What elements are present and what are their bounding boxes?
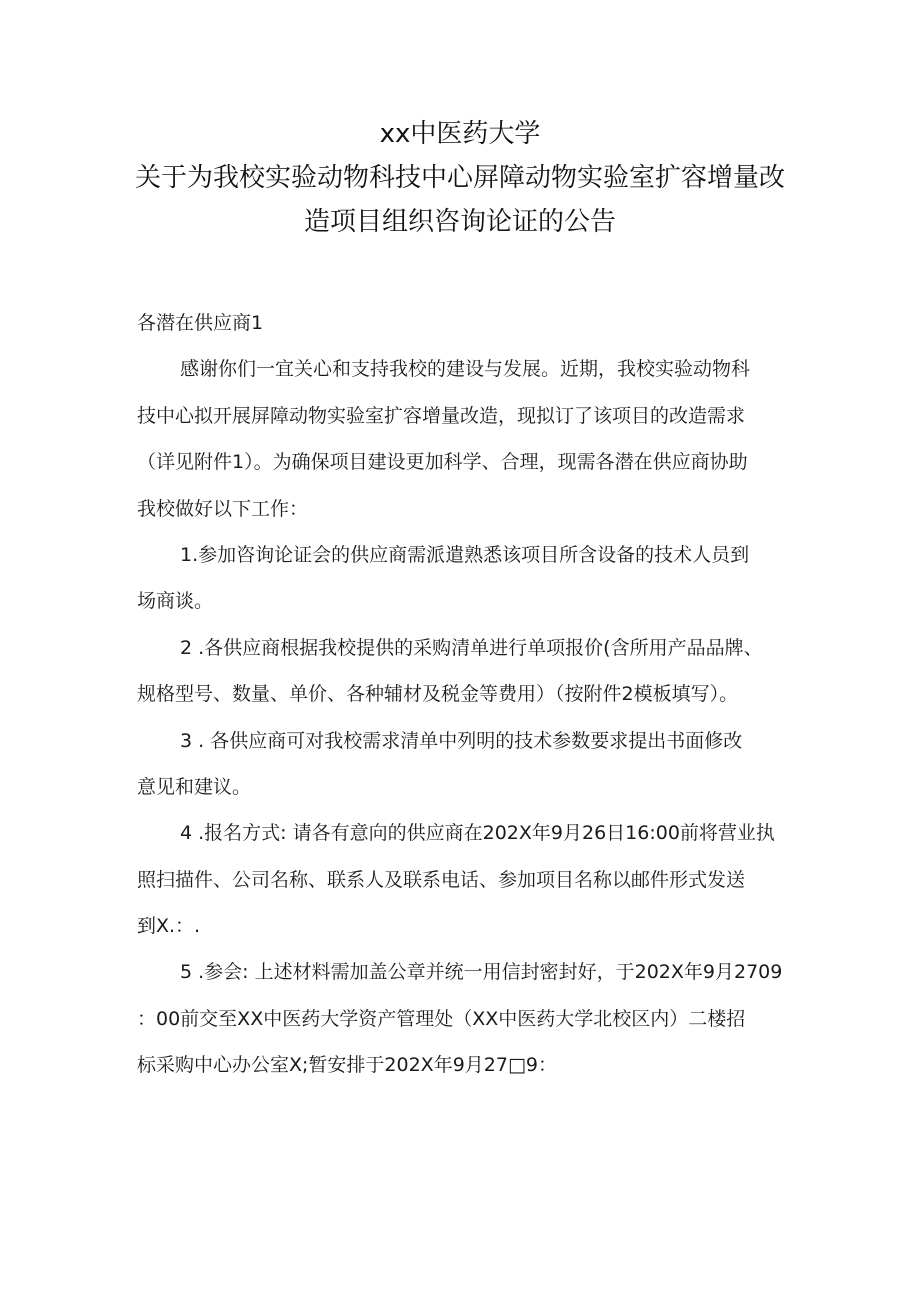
paragraph-line: ：00前交至XX中医药大学资产管理处（XX中医药大学北校区内）二楼招 xyxy=(137,1007,746,1030)
greeting: 各潜在供应商1 xyxy=(137,312,264,334)
item-4 xyxy=(137,810,817,949)
paragraph-line: （详见附件1）。为确保项目建设更加科学、合理，现需各潜在供应商协助 xyxy=(137,451,748,474)
paragraph-line: 我校做好以下工作： xyxy=(137,497,309,520)
paragraph-line: 技中心拟开展屏障动物实验室扩容增量改造，现拟订了该项目的改造需求 xyxy=(137,404,746,427)
paragraph-line: 规格型号、数量、单价、各种辅材及税金等费用）（按附件2模板填写）。 xyxy=(137,683,739,706)
item-1 xyxy=(137,532,817,625)
item-2 xyxy=(137,625,817,718)
paragraph-line: 4 .报名方式: 请各有意向的供应商在202X年9月26日16:00前将营业执 xyxy=(180,822,775,845)
paragraph-line: 3 . 各供应商可对我校需求清单中列明的技术参数要求提出书面修改 xyxy=(180,729,743,752)
announcement-title xyxy=(0,112,920,244)
title-line-3: 造项目组织咨询论证的公告 xyxy=(303,207,616,237)
paragraph-line: 到X.：. xyxy=(137,915,201,938)
announcement-body xyxy=(137,300,817,1089)
item-3 xyxy=(137,718,817,811)
paragraph-line: 标采购中心办公室X;暂安排于202X年9月27□9： xyxy=(137,1054,558,1077)
paragraph-line: 5 .参会: 上述材料需加盖公章并统一用信封密封好，于202X年9月2709 xyxy=(180,961,783,984)
paragraph-line: 照扫描件、公司名称、联系人及联系电话、参加项目名称以邮件形式发送 xyxy=(137,868,746,891)
paragraph-line: 感谢你们一宜关心和支持我校的建设与发展。近期，我校实验动物科 xyxy=(180,358,751,381)
intro-paragraph xyxy=(137,346,817,532)
paragraph-line: 2 .各供应商根据我校提供的采购清单进行单项报价(含所用产品品牌、 xyxy=(180,636,763,659)
paragraph-line: 意见和建议。 xyxy=(137,775,252,798)
title-line-2: 关于为我校实验动物科技中心屏障动物实验室扩容增量改 xyxy=(134,163,785,193)
item-5 xyxy=(137,949,817,1088)
title-university: xx中医药大学 xyxy=(379,119,541,149)
paragraph-line: 场商谈。 xyxy=(137,590,214,613)
paragraph-line: 1.参加咨询论证会的供应商需派遣熟悉该项目所含设备的技术人员到 xyxy=(180,543,750,566)
